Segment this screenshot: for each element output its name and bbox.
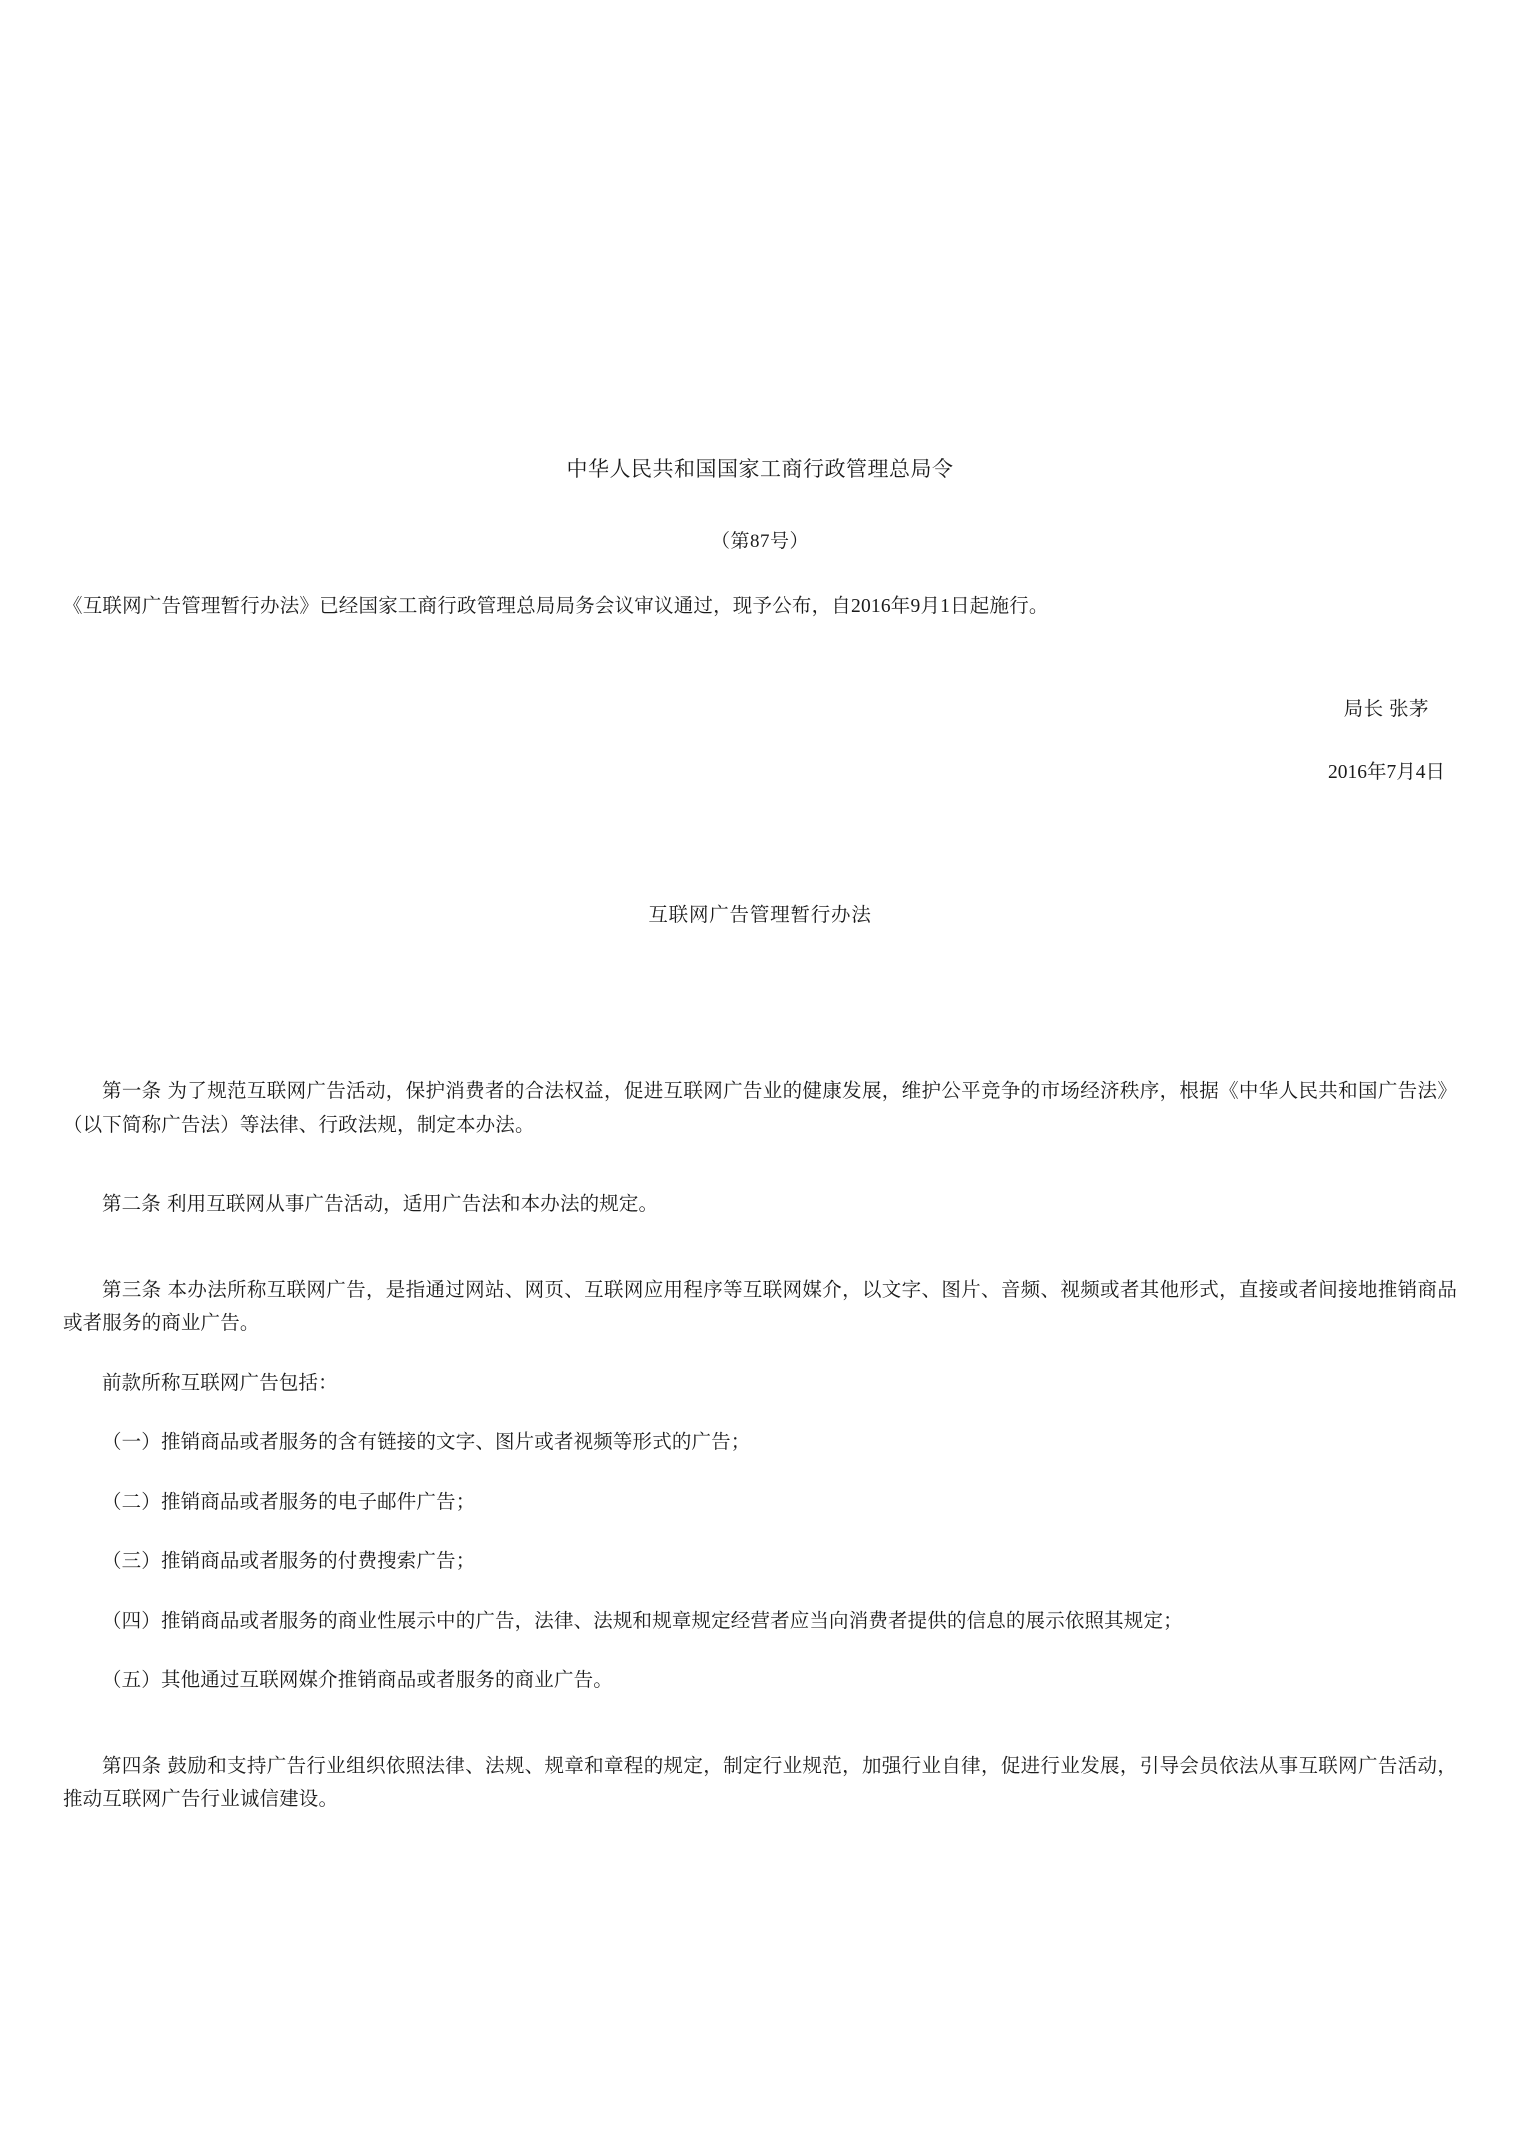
article-three-text: 本办法所称互联网广告，是指通过网站、网页、互联网应用程序等互联网媒介，以文字、图片、音频、视频或者其他形式，直接或者间接地推销商品或者服务的商业广告。 bbox=[63, 1279, 1457, 1335]
article-three-lead: 前款所称互联网广告包括： bbox=[102, 1372, 338, 1394]
top-spacer bbox=[63, 0, 1457, 455]
article-one bbox=[63, 1075, 1457, 1142]
article-three-item-3: （三）推销商品或者服务的付费搜索广告； bbox=[102, 1551, 476, 1573]
article-four bbox=[63, 1750, 1457, 1817]
article-four-label: 第四条 bbox=[102, 1755, 162, 1777]
article-three bbox=[63, 1274, 1457, 1341]
signature-date: 2016年7月4日 bbox=[1327, 761, 1445, 783]
article-three-item-5: （五）其他通过互联网媒介推销商品或者服务的商业广告。 bbox=[102, 1670, 613, 1692]
document-number: （第87号） bbox=[710, 531, 809, 553]
article-two bbox=[63, 1188, 1457, 1222]
article-two-text: 利用互联网从事广告活动，适用广告法和本办法的规定。 bbox=[166, 1194, 659, 1216]
article-one-label: 第一条 bbox=[102, 1081, 162, 1103]
article-four-text: 鼓励和支持广告行业组织依照法律、法规、规章和章程的规定，制定行业规范，加强行业自律，促进行业发展，引导会员依法从事互联网广告活动，推动互联网广告行业诚信建设。 bbox=[63, 1755, 1457, 1811]
article-one-text: 为了规范互联网广告活动，保护消费者的合法权益，促进互联网广告业的健康发展，维护公平竞争的市场经济秩序，根据《中华人民共和国广告法》（以下简称广告法）等法律、行政法规，制定本办法。 bbox=[63, 1081, 1457, 1136]
document-body bbox=[63, 1075, 1457, 1817]
article-three-item-4: （四）推销商品或者服务的商业性展示中的广告，法律、法规和规章规定经营者应当向消费者提供的信息的展示依照其规定； bbox=[102, 1610, 1183, 1632]
signatory-name: 局长 张茅 bbox=[1343, 698, 1429, 720]
promulgation-statement: 《互联网广告管理暂行办法》已经国家工商行政管理总局局务会议审议通过，现予公布，自2016年9月1日起施行。 bbox=[63, 596, 1049, 618]
article-three-label: 第三条 bbox=[102, 1279, 162, 1301]
article-three-item-1: （一）推销商品或者服务的含有链接的文字、图片或者视频等形式的广告； bbox=[102, 1432, 751, 1454]
signature-block bbox=[63, 695, 1457, 788]
document-title: 中华人民共和国国家工商行政管理总局令 bbox=[566, 457, 954, 481]
article-two-label: 第二条 bbox=[102, 1194, 161, 1216]
regulation-title: 互联网广告管理暂行办法 bbox=[648, 905, 872, 927]
article-three-item-2: （二）推销商品或者服务的电子邮件广告； bbox=[102, 1491, 476, 1513]
